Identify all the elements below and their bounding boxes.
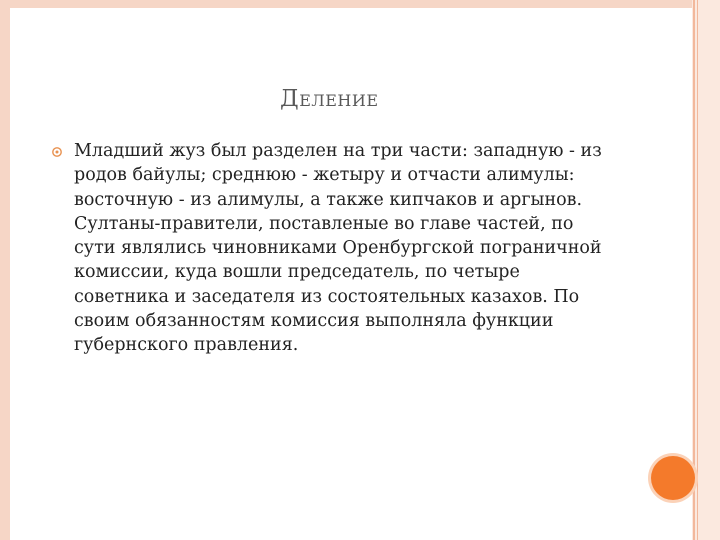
frame-top-border	[0, 0, 720, 8]
slide-title: Деление	[280, 86, 379, 112]
circle-outline-icon	[51, 146, 63, 158]
slide-body-text: Младший жуз был разделен на три части: западную - из родов байулы; среднюю - жетыру и отчасти алимулы: восточную - из алимулы, а также кипчаков и аргынов. Султаны-правители, поставленые во главе частей, по сути являлись чиновниками Оренбургской пограничной комиссии, куда вошли председатель, по четыре советника и заседателя из состоятельных казахов. По своим обязанностям комиссия выполняла функции губернского правления.	[74, 141, 602, 356]
frame-right-line	[693, 0, 695, 540]
frame-left-border	[0, 0, 10, 540]
frame-right-line-thin	[697, 0, 698, 540]
orange-circle-decoration	[651, 456, 695, 500]
slide-canvas	[10, 8, 692, 540]
